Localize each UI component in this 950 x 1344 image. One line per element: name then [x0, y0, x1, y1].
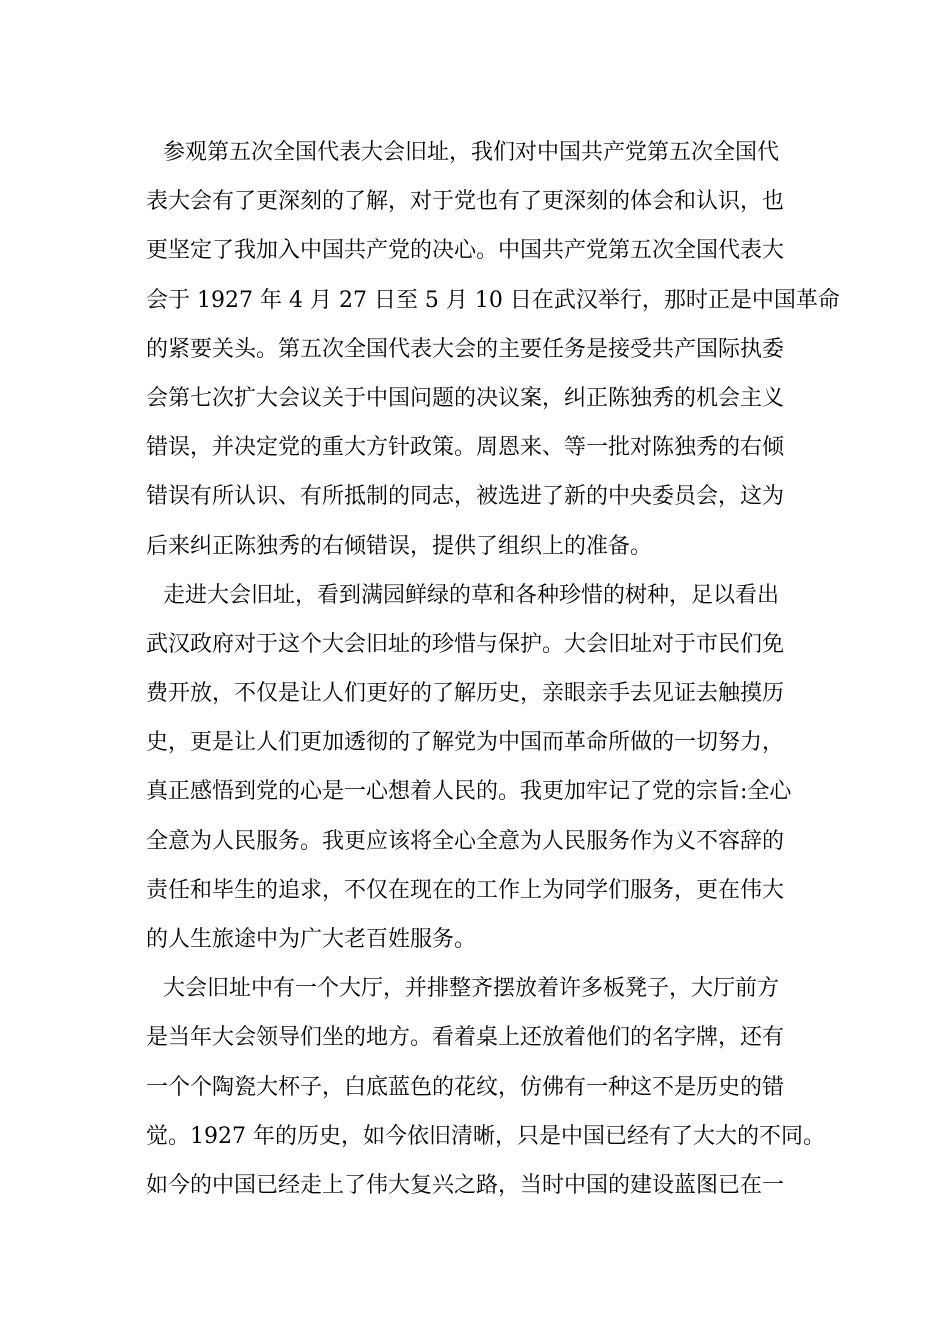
paragraph-2-line-8: 的人生旅途中为广大老百姓服务。: [146, 927, 477, 952]
paragraph-2-line-7: 责任和毕生的追求，不仅在现在的工作上为同学们服务，更在伟大: [146, 877, 785, 903]
paragraph-2-line-2: 武汉政府对于这个大会旧址的珍惜与保护。大会旧址对于市民们免: [146, 631, 785, 657]
paragraph-3-line-4: 觉。1927 年的历史，如今依旧清晰，只是中国已经有了大大的不同。: [146, 1123, 825, 1149]
paragraph-3-line-5: 如今的中国已经走上了伟大复兴之路，当时中国的建设蓝图已在一: [146, 1172, 785, 1198]
paragraph-1-line-4: 会于 1927 年 4 月 27 日至 5 月 10 日在武汉举行，那时正是中国革命: [146, 287, 840, 313]
paragraph-2-line-4: 史，更是让人们更加透彻的了解党为中国而革命所做的一切努力，: [146, 730, 785, 756]
paragraph-2-line-6: 全意为人民服务。我更应该将全心全意为人民服务作为义不容辞的: [146, 828, 785, 854]
paragraph-1-line-9: 后来纠正陈独秀的右倾错误，提供了组织上的准备。: [146, 533, 653, 559]
paragraph-1-line-6: 会第七次扩大会议关于中国问题的决议案，纠正陈独秀的机会主义: [146, 385, 785, 411]
paragraph-1-line-2: 表大会有了更深刻的了解，对于党也有了更深刻的体会和认识，也: [146, 189, 785, 215]
paragraph-2-line-1: 走进大会旧址，看到满园鲜绿的草和各种珍惜的树种，足以看出: [163, 582, 780, 608]
paragraph-1-line-5: 的紧要关头。第五次全国代表大会的主要任务是接受共产国际执委: [146, 336, 785, 362]
document-body: [146, 128, 840, 1210]
paragraph-2-line-5: 真正感悟到党的心是一心想着人民的。我更加牢记了党的宗旨:全心: [146, 779, 792, 805]
paragraph-3-line-2: 是当年大会领导们坐的地方。看着桌上还放着他们的名字牌，还有: [146, 1025, 785, 1051]
paragraph-3-line-3: 一个个陶瓷大杯子，白底蓝色的花纹，仿佛有一种这不是历史的错: [146, 1074, 785, 1100]
paragraph-1-line-8: 错误有所认识、有所抵制的同志，被选进了新的中央委员会，这为: [146, 484, 785, 510]
paragraph-3-line-1: 大会旧址中有一个大厅，并排整齐摆放着许多板凳子，大厅前方: [163, 976, 780, 1002]
paragraph-1-line-7: 错误，并决定党的重大方针政策。周恩来、等一批对陈独秀的右倾: [146, 435, 785, 461]
paragraph-1-line-1: 参观第五次全国代表大会旧址，我们对中国共产党第五次全国代: [163, 140, 780, 165]
paragraph-1-line-3: 更坚定了我加入中国共产党的决心。中国共产党第五次全国代表大: [146, 238, 785, 264]
paragraph-2-line-3: 费开放，不仅是让人们更好的了解历史，亲眼亲手去见证去触摸历: [146, 681, 785, 707]
